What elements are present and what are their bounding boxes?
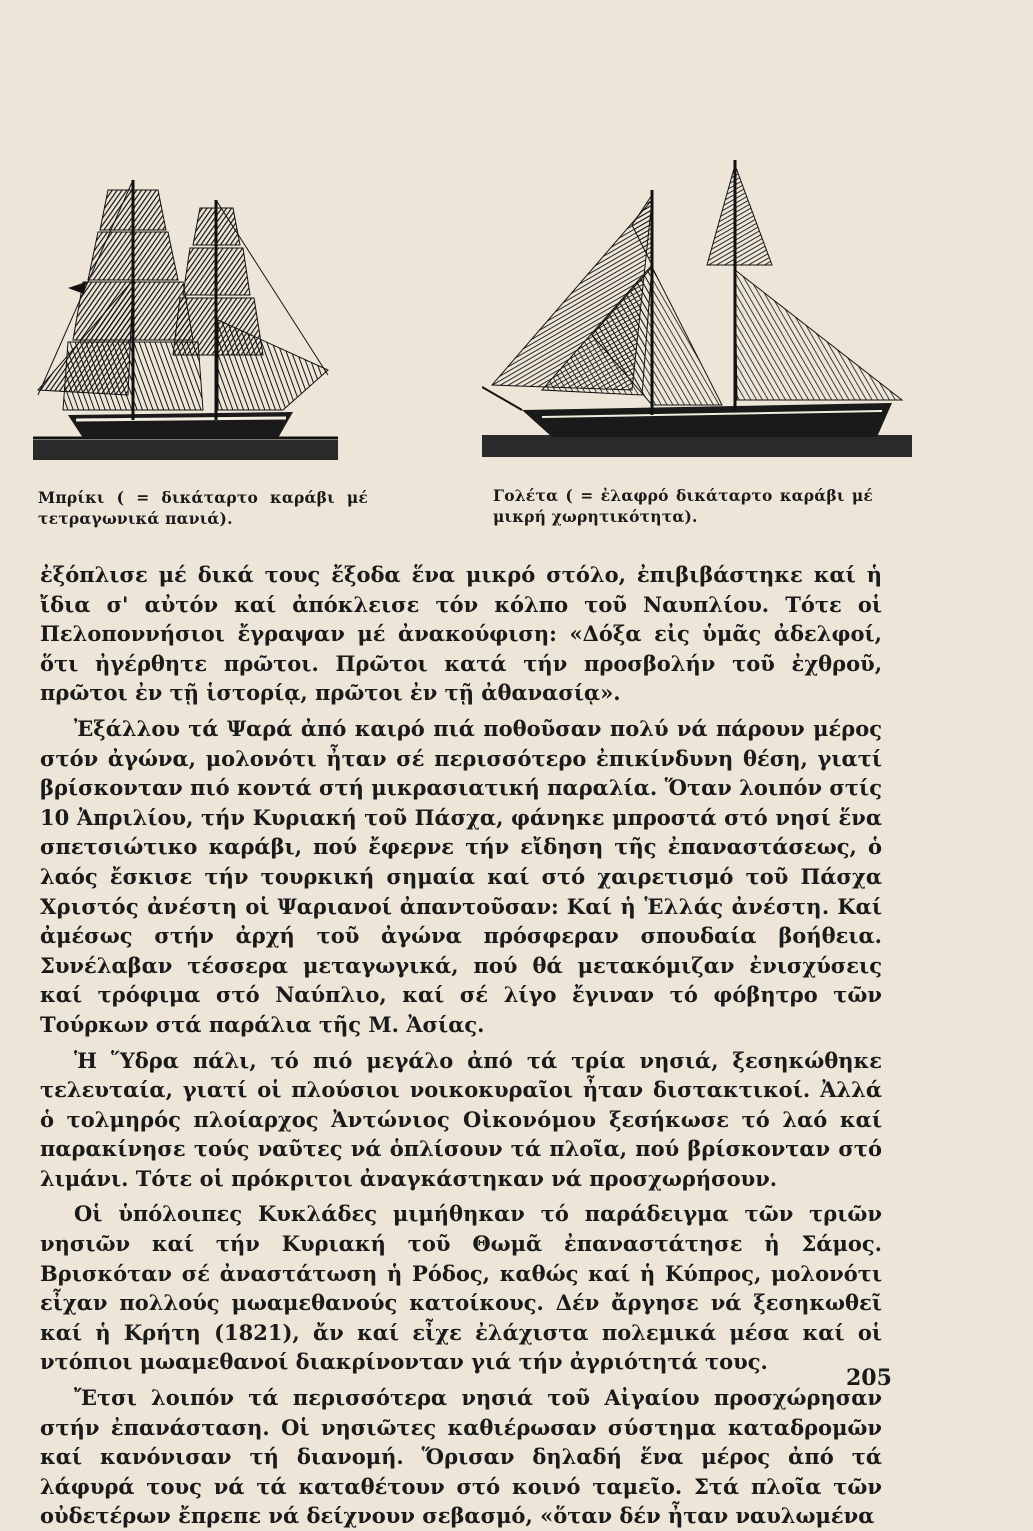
paragraph-2-text: Ἐξάλλου τά Ψαρά ἀπό καιρό πιά ποθοῦσαν πολύ νά πάρουν μέρος στόν ἀγώνα, μολονότι ἦταν σέ περισσότερο ἐπικίνδυνη θέση, γιατί βρίσκονταν πιό κοντά στή μικρασιατική παραλία. Ὅταν λοιπόν στίς 10 Ἀπριλίου, τήν Κυριακή τοῦ Πάσχα, φάνηκε μπροστά στό νησί ἕνα σπετσιώτικο καράβι, πού ἔφερνε τήν εἴδηση τῆς ἐπαναστάσεως, ὁ λαός ἔσκισε τήν τουρκική σημαία καί στό χαιρετισμό τοῦ Πάσχα: [40, 715, 882, 889]
paragraph-2-text: οἱ Ψαριανοί ἀπαντοῦσαν:: [237, 893, 567, 919]
paragraph-4: Οἱ ὑπόλοιπες Κυκλάδες μιμήθηκαν τό παράδειγμα τῶν τριῶν νησιῶν καί τήν Κυριακή τοῦ Θωμᾶ ἐπαναστάτησε ἡ Σάμος. Βρισκόταν σέ ἀναστάτωση ἡ Ρόδος, καθώς καί ἡ Κύπρος, μολονότι εἶχαν πολλούς μωαμεθανούς κατοίκους. Δέν ἄργησε νά ξεσηκωθεῖ καί ἡ Κρήτη (1821), ἄν καί εἶχε ἐλάχιστα πολεμικά μέσα καί οἱ ντόπιοι μωαμεθανοί διακρίνονταν γιά τήν ἀγριότητά τους.: [40, 1201, 882, 1375]
emphasis-systima: σύστημα: [607, 1414, 717, 1440]
emphasis-christos-anesti: Χριστός ἀνέστη: [40, 893, 238, 919]
paragraph-1: ἐξόπλισε μέ δικά τους ἔξοδα ἕνα μικρό στόλο, ἐπιβιβάστηκε καί ἡ ἴδια σ' αὐτόν καί ἀπόκλεισε τόν κόλπο τοῦ Ναυπλίου. Τότε οἱ Πελοποννήσιοι ἔγραψαν μέ ἀνακούφιση: «Δόξα εἰς ὑμᾶς ἀδελφοί, ὅτι ἠγέρθητε πρῶτοι. Πρῶτοι κατά τήν προσβολήν τοῦ ἐχθροῦ, πρῶτοι ἐν τῇ ἱστορίᾳ, πρῶτοι ἐν τῇ ἀθανασίᾳ».: [40, 562, 882, 706]
page-number: 205: [846, 1365, 892, 1391]
paragraph-2: [40, 714, 882, 1040]
body-text: [40, 560, 882, 1531]
paragraph-3: [40, 1046, 882, 1194]
paragraph-5: [40, 1383, 882, 1531]
emphasis-antonios-oikonomou: Ἀντώνιος Οἰκονόμου: [331, 1106, 597, 1132]
paragraph-3-text: ξεσήκωσε τό λαό καί παρακίνησε τούς ναῦτες νά ὁπλίσουν τά πλοῖα, πού βρίσκονταν στό λιμάνι. Τότε οἱ πρόκριτοι ἀναγκάστηκαν νά προσχωρήσουν.: [40, 1106, 882, 1191]
emphasis-ellas-anesti: Καί ἡ Ἑλλάς ἀνέστη.: [566, 893, 830, 919]
figure-caption-schooner: Γολέτα ( = ἐλαφρό δικάταρτο καράβι μέ μικρή χωρητικότητα).: [493, 486, 873, 526]
paragraph-2-text: Καί ἀμέσως στήν ἀρχή τοῦ ἀγώνα πρόσφεραν σπουδαία βοήθεια. Συνέλαβαν τέσσερα μεταγωγικά, πού θά μετακόμιζαν ἐνισχύσεις καί τρόφιμα στό Ναύπλιο, καί σέ λίγο ἔγιναν τό φόβητρο τῶν Τούρκων στά παράλια τῆς Μ. Ἀσίας.: [40, 893, 882, 1037]
brig-icon: [28, 170, 348, 470]
paragraph-5-text: καταδρομῶν καί κανόνισαν τή διανομή. Ὅρισαν δηλαδή ἕνα μέρος ἀπό τά λάφυρά τους νά τά καταθέτουν στό κοινό ταμεῖο. Στά πλοῖα τῶν οὐδετέρων ἔπρεπε νά δείχνουν σεβασμό, «ὅταν δέν ἦταν ναυλωμένα: [40, 1414, 883, 1529]
schooner-ship-illustration: [482, 155, 912, 475]
schooner-icon: [482, 155, 912, 475]
figure-caption-brig: Μπρίκι ( = δικάταρτο καράβι μέ τετραγωνικά πανιά).: [38, 488, 368, 528]
paragraph-5-text: Ἔτσι λοιπόν τά περισσότερα νησιά τοῦ Αἰγαίου προσχώρησαν στήν ἐπανάσταση. Οἱ νησιῶτες καθιέρωσαν: [40, 1385, 882, 1440]
brig-ship-illustration: [28, 170, 348, 470]
paragraph-3-text: Ἡ Ὕδρα πάλι, τό πιό μεγάλο ἀπό τά τρία νησιά, ξεσηκώθηκε τελευταία, γιατί οἱ πλούσιοι νοικοκυραῖοι ἦταν διστακτικοί. Ἀλλά ὁ τολμηρός πλοίαρχος: [40, 1047, 882, 1132]
